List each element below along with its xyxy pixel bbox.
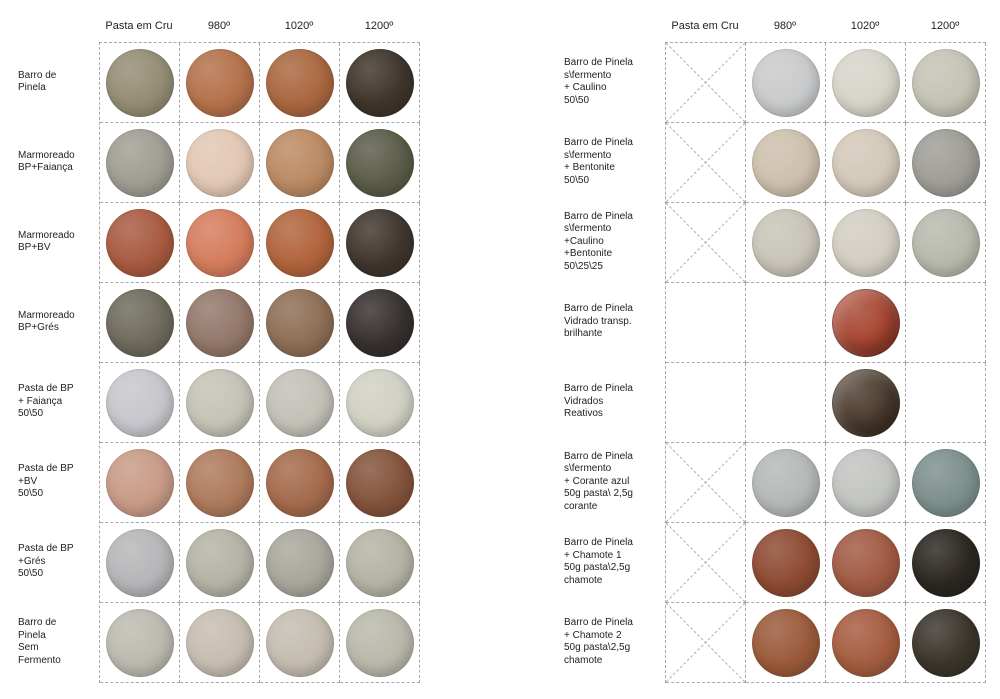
sample-disc	[752, 449, 820, 517]
sample-cell	[340, 443, 420, 523]
not-applicable-cell	[666, 603, 746, 683]
sample-disc	[752, 609, 820, 677]
sample-cell	[100, 523, 180, 603]
sample-cell	[746, 523, 826, 603]
sample-disc	[346, 209, 414, 277]
sample-cell	[260, 603, 340, 683]
cross-icon	[666, 43, 745, 122]
sample-disc	[106, 49, 174, 117]
sample-cell	[340, 283, 420, 363]
column-header-2: 1020º	[850, 20, 880, 32]
sample-cell	[666, 283, 746, 363]
sample-cell	[746, 363, 826, 443]
sample-disc	[106, 209, 174, 277]
sample-cell	[100, 203, 180, 283]
sample-disc	[186, 449, 254, 517]
sample-disc	[266, 49, 334, 117]
row-label: Barro de Pinela	[18, 69, 57, 93]
sample-disc	[186, 529, 254, 597]
sample-disc	[106, 129, 174, 197]
sample-cell	[340, 203, 420, 283]
row-label: Barro de Pinela Sem Fermento	[18, 617, 61, 666]
sample-disc	[832, 449, 900, 517]
sample-cell	[826, 203, 906, 283]
sample-disc	[832, 49, 900, 117]
sample-cell	[746, 43, 826, 123]
row-label: Barro de Pinela + Chamote 2 50g pasta\2,5g chamote	[564, 617, 633, 666]
sample-disc	[186, 369, 254, 437]
sample-cell	[100, 283, 180, 363]
sample-disc	[832, 209, 900, 277]
sample-cell	[906, 603, 986, 683]
sample-disc	[186, 49, 254, 117]
cross-icon	[666, 523, 745, 602]
sample-cell	[906, 283, 986, 363]
sample-grid	[99, 42, 420, 683]
column-header-0: Pasta em Cru	[671, 20, 739, 32]
sample-cell	[180, 523, 260, 603]
sample-cell	[260, 203, 340, 283]
sample-disc	[266, 209, 334, 277]
row-label: Barro de Pinela Vidrado transp. brilhante	[564, 303, 633, 340]
sample-disc	[266, 289, 334, 357]
sample-cell	[100, 43, 180, 123]
sample-disc	[752, 209, 820, 277]
sample-cell	[826, 283, 906, 363]
sample-disc	[106, 289, 174, 357]
sample-cell	[340, 523, 420, 603]
column-header-3: 1200º	[930, 20, 960, 32]
not-applicable-cell	[666, 443, 746, 523]
sample-cell	[100, 363, 180, 443]
sample-disc	[106, 449, 174, 517]
sample-disc	[266, 529, 334, 597]
cross-icon	[666, 443, 745, 522]
sample-disc	[106, 529, 174, 597]
sample-disc	[186, 609, 254, 677]
not-applicable-cell	[666, 43, 746, 123]
sample-cell	[260, 443, 340, 523]
sample-disc	[346, 289, 414, 357]
sample-cell	[340, 43, 420, 123]
sample-cell	[906, 203, 986, 283]
sample-cell	[826, 443, 906, 523]
sample-cell	[260, 283, 340, 363]
sample-cell	[260, 523, 340, 603]
sample-cell	[906, 523, 986, 603]
sample-cell	[746, 283, 826, 363]
sample-disc	[186, 129, 254, 197]
row-label: Marmoreado BP+Faiança	[18, 149, 75, 173]
row-label: Barro de Pinela s\fermento + Bentonite 50\50	[564, 137, 633, 186]
sample-cell	[826, 603, 906, 683]
sample-cell	[746, 123, 826, 203]
sample-disc	[832, 369, 900, 437]
sample-disc	[912, 529, 980, 597]
not-applicable-cell	[666, 523, 746, 603]
sample-cell	[180, 603, 260, 683]
sample-cell	[826, 523, 906, 603]
sample-cell	[826, 123, 906, 203]
sample-disc	[912, 129, 980, 197]
column-header-2: 1020º	[284, 20, 314, 32]
sample-disc	[346, 369, 414, 437]
sample-cell	[180, 283, 260, 363]
sample-disc	[346, 449, 414, 517]
sample-disc	[832, 609, 900, 677]
sample-disc	[346, 529, 414, 597]
row-label: Barro de Pinela s\fermento + Caulino 50\50	[564, 57, 633, 106]
sample-cell	[260, 363, 340, 443]
column-header-3: 1200º	[364, 20, 394, 32]
row-label: Marmoreado BP+BV	[18, 229, 75, 253]
sample-cell	[260, 43, 340, 123]
row-label: Barro de Pinela s\fermento +Caulino +Bentonite 50\25\25	[564, 210, 633, 272]
sample-disc	[266, 449, 334, 517]
sample-cell	[260, 123, 340, 203]
sample-cell	[180, 203, 260, 283]
row-label: Barro de Pinela s\fermento + Corante azul 50g pasta\ 2,5g corante	[564, 450, 633, 512]
sample-cell	[100, 443, 180, 523]
sample-disc	[186, 209, 254, 277]
row-label: Marmoreado BP+Grés	[18, 309, 75, 333]
sample-disc	[832, 129, 900, 197]
sample-disc	[832, 289, 900, 357]
sample-cell	[180, 43, 260, 123]
sample-disc	[912, 609, 980, 677]
sample-cell	[180, 123, 260, 203]
sample-cell	[180, 363, 260, 443]
cross-icon	[666, 203, 745, 282]
not-applicable-cell	[666, 203, 746, 283]
sample-disc	[752, 49, 820, 117]
sample-disc	[266, 129, 334, 197]
sample-disc	[186, 289, 254, 357]
cross-icon	[666, 123, 745, 202]
sample-disc	[752, 129, 820, 197]
row-label: Pasta de BP +BV 50\50	[18, 463, 74, 500]
sample-cell	[666, 363, 746, 443]
sample-cell	[826, 43, 906, 123]
sample-cell	[746, 443, 826, 523]
sample-disc	[912, 49, 980, 117]
row-label: Barro de Pinela Vidrados Reativos	[564, 383, 633, 420]
column-header-0: Pasta em Cru	[105, 20, 173, 32]
row-label: Pasta de BP + Faiança 50\50	[18, 383, 74, 420]
sample-disc	[912, 449, 980, 517]
sample-disc	[106, 609, 174, 677]
sample-grid	[665, 42, 986, 683]
sample-cell	[180, 443, 260, 523]
sample-cell	[340, 123, 420, 203]
sample-cell	[906, 123, 986, 203]
column-header-1: 980º	[773, 20, 797, 32]
sample-cell	[906, 43, 986, 123]
sample-cell	[746, 603, 826, 683]
sample-disc	[346, 49, 414, 117]
sample-cell	[906, 443, 986, 523]
sample-disc	[346, 129, 414, 197]
sample-disc	[266, 369, 334, 437]
sample-cell	[826, 363, 906, 443]
sample-cell	[100, 603, 180, 683]
sample-disc	[346, 609, 414, 677]
not-applicable-cell	[666, 123, 746, 203]
sample-disc	[832, 529, 900, 597]
row-label: Pasta de BP +Grés 50\50	[18, 543, 74, 580]
sample-disc	[912, 209, 980, 277]
sample-cell	[340, 363, 420, 443]
sample-disc	[106, 369, 174, 437]
row-label: Barro de Pinela + Chamote 1 50g pasta\2,5g chamote	[564, 537, 633, 586]
sample-cell	[906, 363, 986, 443]
sample-disc	[752, 529, 820, 597]
column-header-1: 980º	[207, 20, 231, 32]
sample-cell	[340, 603, 420, 683]
sample-disc	[266, 609, 334, 677]
sample-cell	[100, 123, 180, 203]
sample-cell	[746, 203, 826, 283]
cross-icon	[666, 603, 745, 682]
